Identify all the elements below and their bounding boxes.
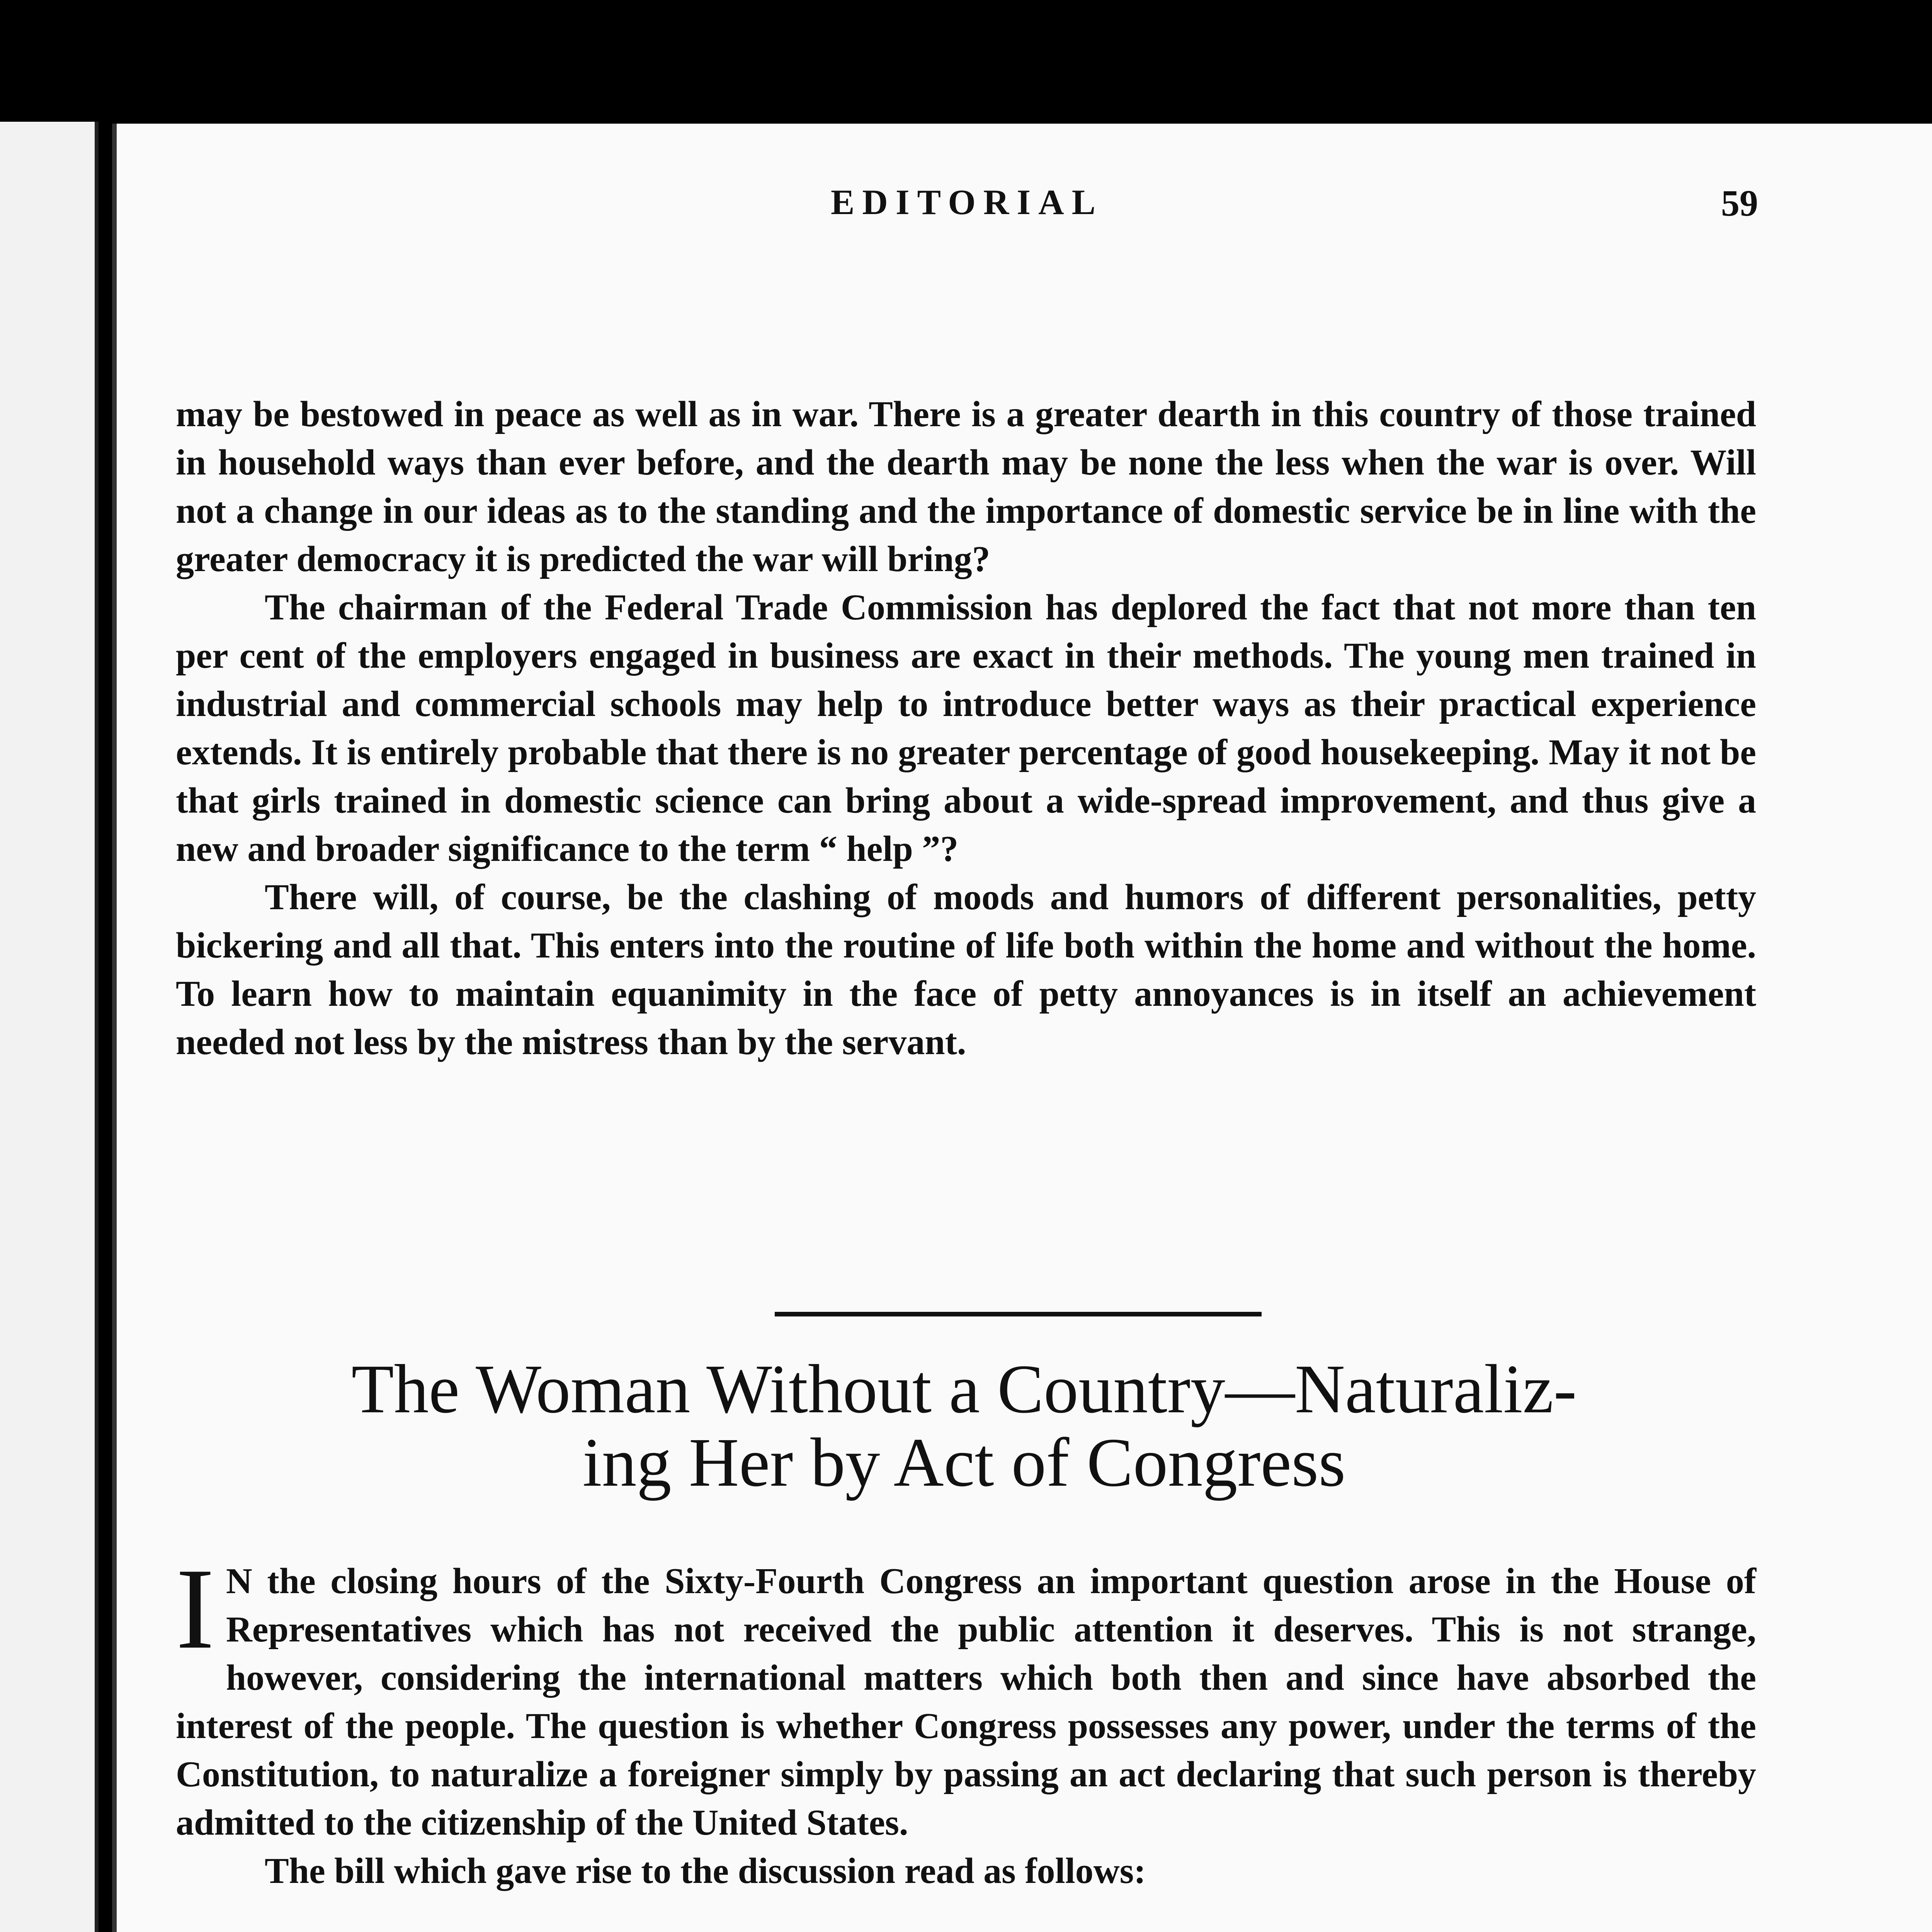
headline-line-2: ing Her by Act of Congress bbox=[582, 1424, 1346, 1501]
article-headline bbox=[170, 1352, 1758, 1499]
headline-line-1: The Woman Without a Country—Naturaliz- bbox=[351, 1350, 1577, 1427]
editorial-paragraph-1: may be bestowed in peace as well as in war. There is a greater dearth in this country of those trained in household ways than ever before, and the dearth may be none the less when the war is over. Will not a change in our ideas as to the standing and the importance of domestic service be in line with the greater democracy it is predicted the war will bring? bbox=[176, 394, 1756, 579]
article-paragraph-1-text: N the closing hours of the Sixty-Fourth Congress an important question arose in the House of Representatives which has not received the public attention it deserves. This is not strange, however, considering the international matters which both then and since have absorbed the interest of the people. The question is whether Congress possesses any power, under the terms of the Constitution, to naturalize a foreigner simply by passing an act declaring that such person is thereby admitted to the citizenship of the United States. bbox=[176, 1561, 1756, 1843]
editorial-paragraph-2: The chairman of the Federal Trade Commission has deplored the fact that not more than ten per cent of the employers engaged in business are exact in their methods. The young men trained in industrial and commercial schools may help to introduce better ways as their practical experience extends. It is entirely probable that there is no greater percentage of good housekeeping. May it not be that girls trained in domestic science can bring about a wide-spread improvement, and thus give a new and broader significance to the term “ help ”? bbox=[176, 587, 1756, 869]
page-number: 59 bbox=[1721, 182, 1758, 224]
article-paragraph-2: The bill which gave rise to the discussion read as follows: bbox=[265, 1851, 1146, 1891]
drop-cap: I bbox=[176, 1544, 214, 1673]
running-head bbox=[176, 182, 1758, 228]
article-paragraph-1 bbox=[176, 1544, 1756, 1847]
editorial-paragraph-3: There will, of course, be the clashing of moods and humors of different personalities, petty bickering and all that. This enters into the routine of life both within the home and without the home. To learn how to maintain equanimity in the face of petty annoyances is in itself an achievement needed not less by the mistress than by the servant. bbox=[176, 877, 1756, 1062]
left-page-edge bbox=[0, 122, 99, 1932]
article-text bbox=[176, 1544, 1756, 1895]
editorial-text bbox=[176, 390, 1756, 1066]
section-divider bbox=[775, 1312, 1262, 1316]
running-title: EDITORIAL bbox=[831, 182, 1103, 222]
